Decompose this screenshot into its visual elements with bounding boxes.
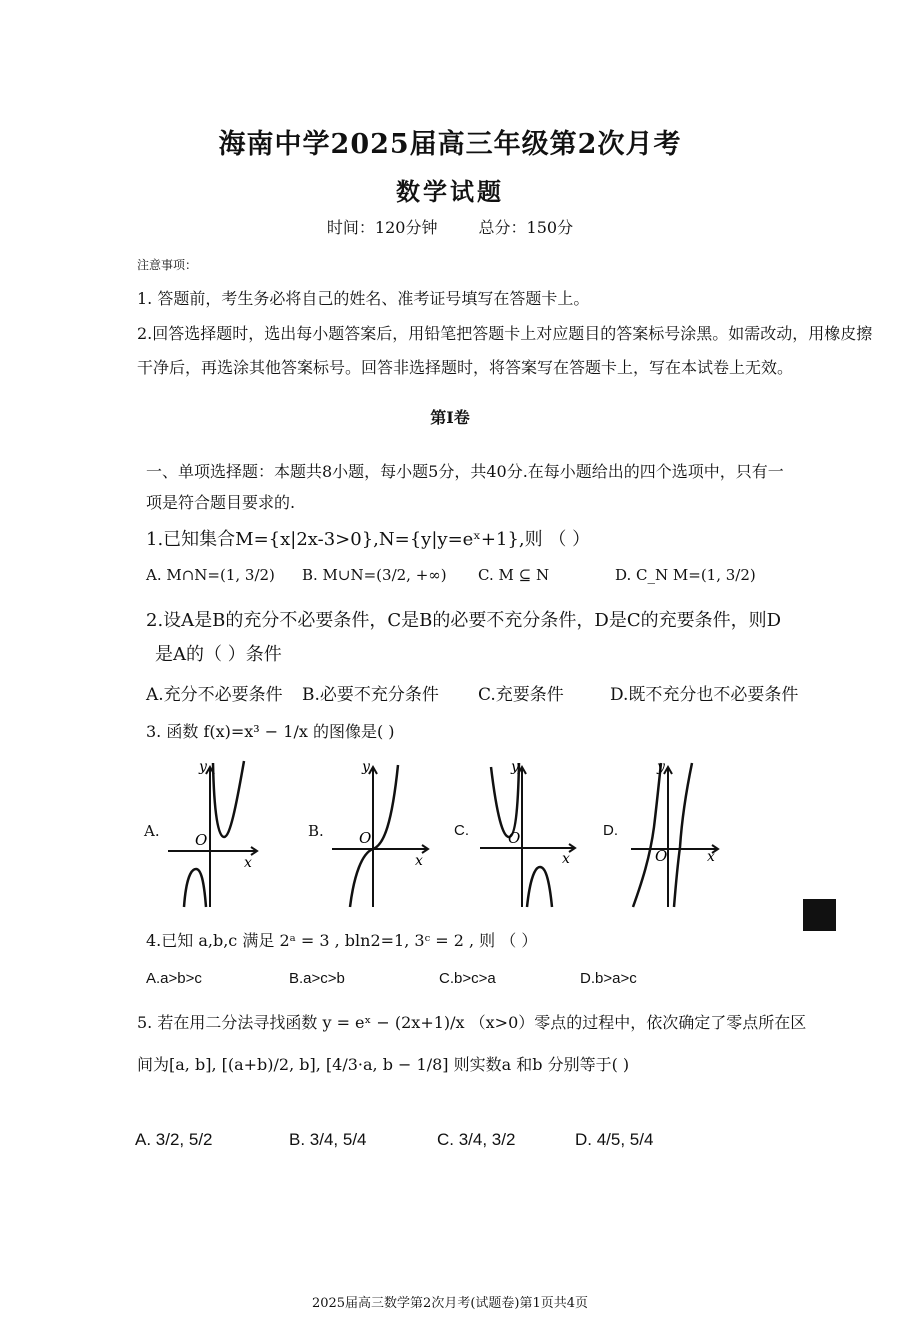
- graph-b-origin-label: O: [359, 829, 372, 847]
- question-5-option-d: D. 4/5, 5/4: [575, 1130, 654, 1149]
- question-1-stem: 1.已知集合M={x|2x-3>0},N={y|y=eˣ+1},则 （ ）: [146, 529, 591, 550]
- question-4-option-d: D.b>a>c: [580, 970, 637, 987]
- graph-b: [328, 757, 433, 909]
- graph-a-label: A.: [144, 822, 160, 840]
- question-5-option-c: C. 3/4, 3/2: [437, 1130, 516, 1149]
- question-5-line-1: 5. 若在用二分法寻找函数 y = eˣ − (2x+1)/x （x>0）零点的过程中，依次确定了零点所在区: [137, 1013, 807, 1032]
- question-5-option-b: B. 3/4, 5/4: [289, 1130, 367, 1149]
- notice-item-2-line-1: 2.回答选择题时，选出每小题答案后，用铅笔把答题卡上对应题目的答案标号涂黑。如需改动，用橡皮擦: [137, 324, 873, 343]
- exam-subtitle: 数学试题: [396, 177, 504, 206]
- question-1-option-a: A. M∩N=(1, 3/2): [146, 566, 275, 584]
- question-2-line-1: 2.设A是B的充分不必要条件，C是B的必要不充分条件，D是C的充要条件，则D: [146, 610, 782, 631]
- graph-d-curve-right: [674, 763, 692, 907]
- part1-intro-line-1: 一、单项选择题：本题共8小题，每小题5分，共40分.在每小题给出的四个选项中，只有一: [146, 462, 784, 481]
- graph-b-x-label: x: [415, 853, 423, 869]
- notice-item-1: 1. 答题前，考生务必将自己的姓名、准考证号填写在答题卡上。: [137, 289, 590, 308]
- graph-a-y-label: y: [199, 759, 207, 775]
- graph-d-x-label: x: [707, 849, 715, 865]
- exam-meta: [0, 215, 900, 238]
- graph-d: [628, 757, 723, 909]
- question-4-option-a: A.a>b>c: [146, 970, 202, 987]
- black-square-mark: [803, 899, 836, 931]
- graph-a: [165, 757, 265, 909]
- question-1-option-d: D. C_N M=(1, 3/2): [615, 566, 756, 584]
- exam-time: 时间：120分钟: [326, 218, 438, 237]
- graph-d-y-label: y: [657, 759, 665, 775]
- graph-c-origin-label: O: [508, 829, 521, 847]
- question-2-option-a: A.充分不必要条件: [146, 685, 283, 705]
- question-1-option-c: C. M ⊆ N: [478, 566, 550, 584]
- part1-intro-line-2: 项是符合题目要求的.: [146, 493, 296, 512]
- graph-d-curve-left: [633, 763, 661, 907]
- page-footer: 2025届高三数学第2次月考(试题卷)第1页共4页: [311, 1296, 589, 1311]
- graph-c-x-label: x: [562, 851, 570, 867]
- graph-b-y-label: y: [362, 759, 370, 775]
- question-5-option-a: A. 3/2, 5/2: [135, 1130, 213, 1149]
- graph-a-curve-right: [213, 761, 244, 837]
- graph-d-label: D.: [603, 822, 618, 839]
- question-3-stem: 3. 函数 f(x)=x³ − 1/x 的图像是( ): [146, 722, 395, 741]
- exam-score: 总分：150分: [478, 218, 574, 237]
- graph-c-y-label: y: [511, 759, 519, 775]
- graph-b-label: B.: [308, 822, 324, 840]
- notice-heading: 注意事项：: [137, 258, 198, 272]
- question-2-option-b: B.必要不充分条件: [302, 685, 439, 705]
- section-title: 第Ⅰ卷: [430, 408, 470, 427]
- question-4-option-b: B.a>c>b: [289, 970, 345, 987]
- exam-title: 海南中学2025届高三年级第2次月考: [218, 129, 682, 160]
- notice-item-2-line-2: 干净后，再选涂其他答案标号。回答非选择题时，将答案写在答题卡上，写在本试卷上无效。: [137, 358, 794, 377]
- graph-d-origin-label: O: [655, 847, 668, 865]
- graph-a-curve-left: [184, 869, 206, 907]
- question-1-option-b: B. M∪N=(3/2, +∞): [302, 566, 447, 584]
- graph-c-label: C.: [454, 822, 469, 839]
- question-2-line-2: 是A的（ ）条件: [155, 644, 282, 665]
- question-5-line-2: 间为[a, b], [(a+b)/2, b], [4/3·a, b − 1/8] 则实数a 和b 分别等于( ): [137, 1055, 630, 1074]
- graph-a-origin-label: O: [195, 831, 208, 849]
- question-4-option-c: C.b>c>a: [439, 970, 496, 987]
- graph-c: [477, 757, 580, 909]
- graph-a-x-label: x: [244, 855, 252, 871]
- question-4-stem: 4.已知 a,b,c 满足 2ᵃ = 3 , bln2=1, 3ᶜ = 2 , 则 （ ）: [146, 931, 538, 950]
- question-2-option-c: C.充要条件: [478, 685, 564, 705]
- question-2-option-d: D.既不充分也不必要条件: [610, 685, 799, 705]
- graph-c-curve-right: [527, 867, 552, 907]
